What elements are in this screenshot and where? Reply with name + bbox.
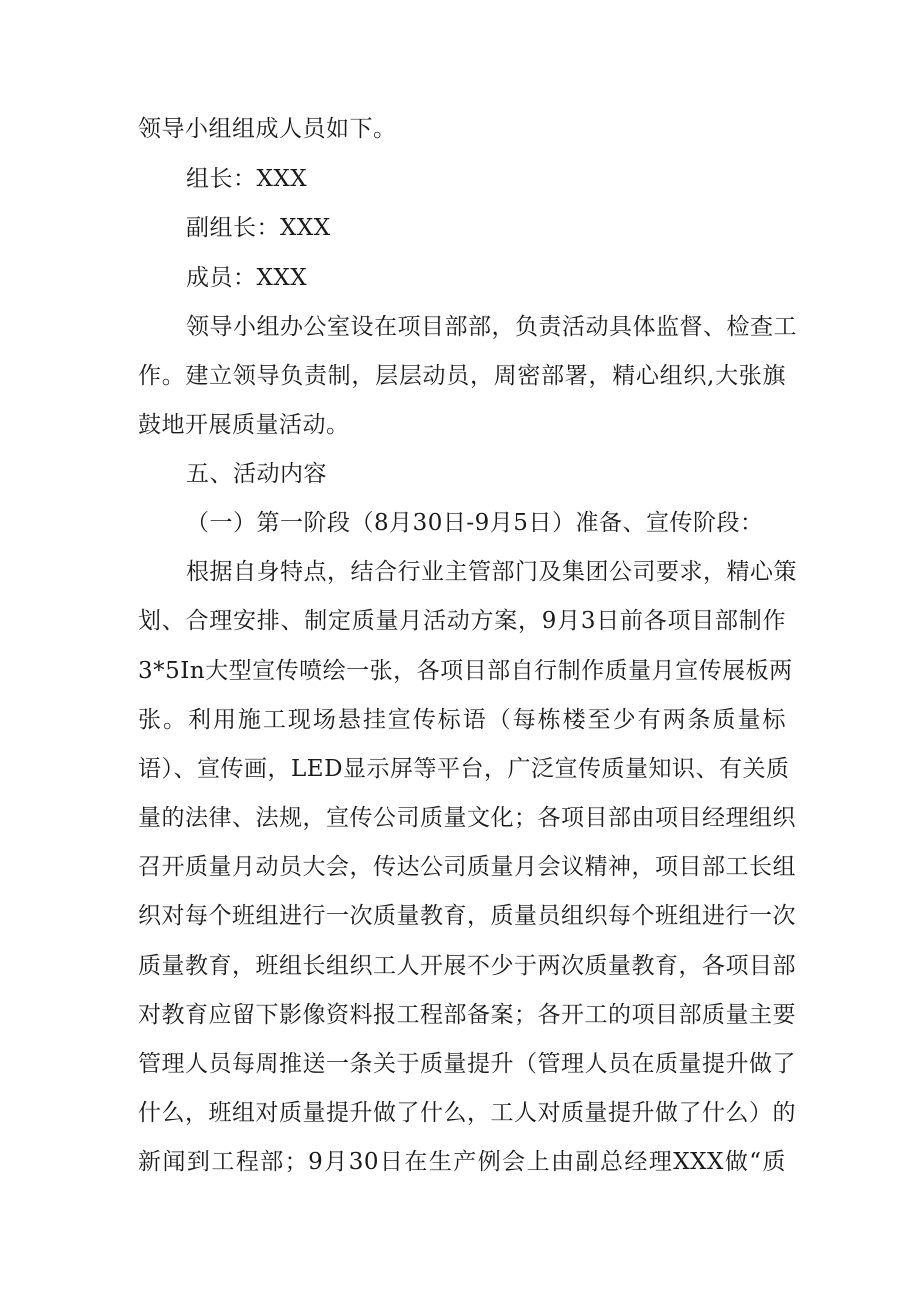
text-line-14: 语）、宣传画，LED显示屏等平台，广泛宣传质量知识、有关质: [138, 756, 790, 782]
text-line-22: 新闻到工程部；9月30日在生产例会上由副总经理XXX做“质: [138, 1149, 786, 1175]
text-line-15: 量的法律、法规，宣传公司质量文化；各项目部由项目经理组织: [138, 805, 796, 831]
text-line-21: 什么，班组对质量提升做了什么，工人对质量提升做了什么）的: [138, 1100, 796, 1126]
text-line-7: 鼓地开展质量活动。: [138, 412, 350, 438]
text-line-3: 副组长：XXX: [186, 215, 331, 241]
text-line-6: 作。建立领导负责制，层层动员，周密部署，精心组织,大张旗: [138, 363, 786, 389]
text-line-10: 根据自身特点，结合行业主管部门及集团公司要求，精心策: [186, 559, 797, 585]
text-line-13: 张。利用施工现场悬挂宣传标语（每栋楼至少有两条质量标: [138, 707, 786, 733]
text-line-18: 质量教育，班组长组织工人开展不少于两次质量教育，各项目部: [138, 953, 796, 979]
text-line-8: 五、活动内容: [186, 461, 327, 487]
text-line-2: 组长：XXX: [186, 166, 308, 192]
text-line-16: 召开质量月动员大会，传达公司质量月会议精神，项目部工长组: [138, 854, 796, 880]
text-line-9: （一）第一阶段（8月30日-9月5日）准备、宣传阶段：: [186, 510, 764, 536]
text-line-17: 织对每个班组进行一次质量教育，质量员组织每个班组进行一次: [138, 903, 796, 929]
text-line-11: 划、合理安排、制定质量月活动方案，9月3日前各项目部制作: [138, 608, 786, 634]
text-line-1: 领导小组组成人员如下。: [138, 116, 397, 142]
text-line-5: 领导小组办公室设在项目部部，负责活动具体监督、检查工: [186, 314, 797, 340]
text-line-19: 对教育应留下影像资料报工程部备案；各开工的项目部质量主要: [138, 1002, 796, 1028]
text-line-20: 管理人员每周推送一条关于质量提升（管理人员在质量提升做了: [138, 1051, 796, 1077]
text-line-12: 3*5In大型宣传喷绘一张，各项目部自行制作质量月宣传展板两: [138, 658, 793, 684]
text-line-4: 成员：XXX: [186, 265, 308, 291]
